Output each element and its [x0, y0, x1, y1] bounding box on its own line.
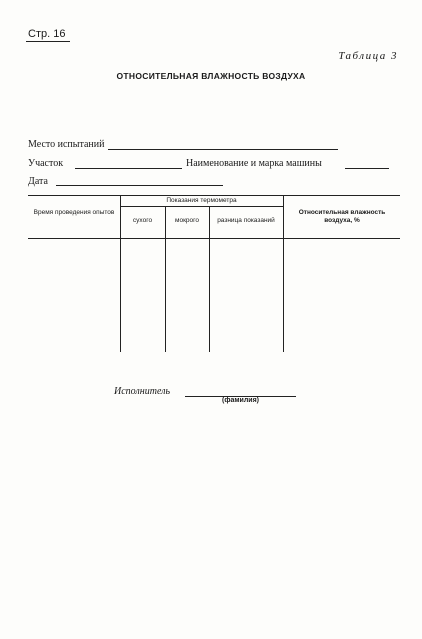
- table-header-bottom-border: [28, 238, 400, 239]
- signature-caption: (фамилия): [222, 397, 259, 404]
- table-label: Таблица 3: [338, 50, 398, 62]
- header-difference: разница показаний: [217, 217, 275, 224]
- header-wet: мокрого: [174, 217, 199, 224]
- signature-label: Исполнитель: [114, 386, 171, 397]
- date-label: Дата: [28, 176, 48, 187]
- column-divider: [283, 195, 284, 352]
- machine-label: Наименование и марка машины: [186, 158, 322, 169]
- header-dry: сухого: [132, 217, 153, 224]
- thermometer-header-divider: [120, 206, 283, 207]
- place-label: Место испытаний: [28, 139, 105, 150]
- header-thermometer: Показания термометра: [166, 197, 237, 204]
- header-humidity: Относительная влажность воздуха, %: [298, 209, 386, 224]
- header-time: Время проведения опытов: [33, 209, 115, 216]
- column-divider: [165, 206, 166, 352]
- column-divider: [209, 206, 210, 352]
- section-label: Участок: [28, 158, 64, 169]
- document-title: ОТНОСИТЕЛЬНАЯ ВЛАЖНОСТЬ ВОЗДУХА: [116, 71, 306, 81]
- table-top-border: [28, 195, 400, 196]
- page-number: Стр. 16: [28, 28, 66, 40]
